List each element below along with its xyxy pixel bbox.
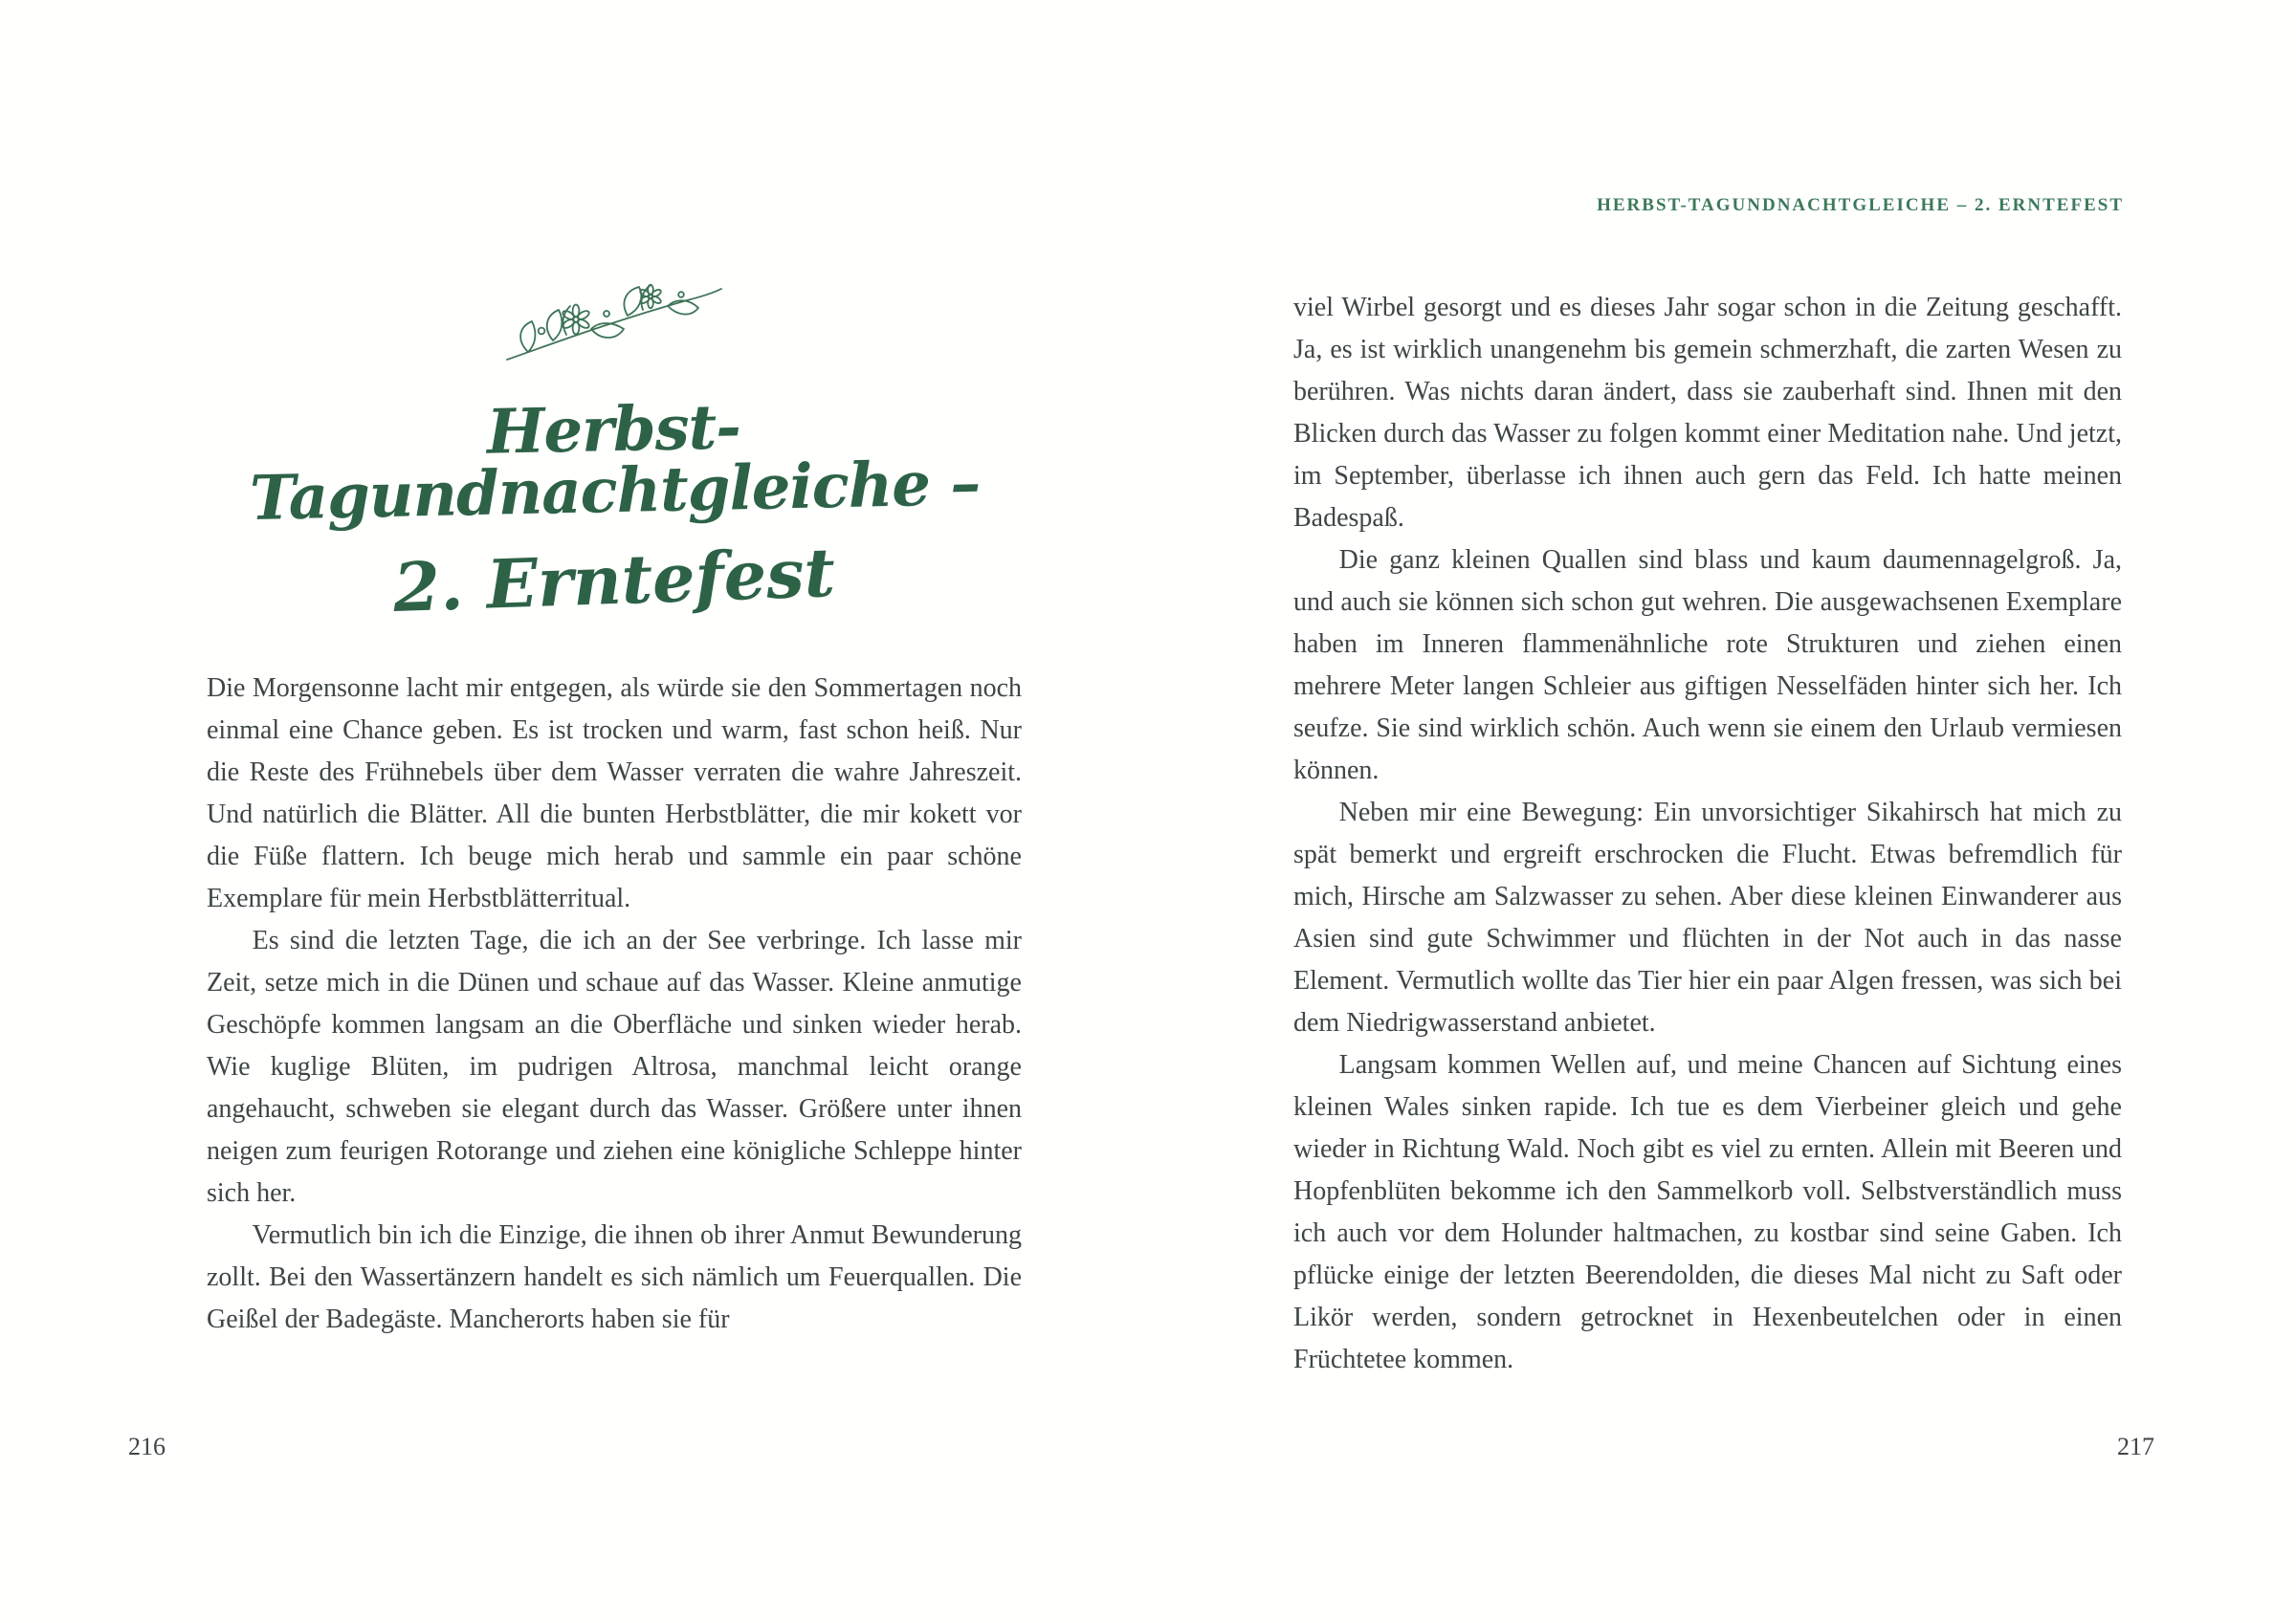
chapter-title [159, 391, 1070, 628]
paragraph: Die ganz kleinen Quallen sind blass und kaum daumennagelgroß. Ja, und auch sie können sich schon gut wehren. Die ausgewachsenen Exemplare haben im Inneren flammenähnliche rote Strukturen und ziehen einen mehrere Meter langen Schleier aus giftigen Nesselfäden hinter sich her. Ich seufze. Sie sind wirklich schön. Auch wenn sie einem den Urlaub vermiesen können. [1293, 545, 2122, 785]
paragraph: Neben mir eine Bewegung: Ein unvorsichtiger Sikahirsch hat mich zu spät bemerkt und ergreift erschrocken die Flucht. Etwas befremdlich für mich, Hirsche am Salzwasser zu sehen. Aber diese kleinen Einwanderer aus Asien sind gute Schwimmer und flüchten in der Not auch in das nasse Element. Vermutlich wollte das Tier hier ein paar Algen fressen, was sich bei dem Niedrigwasserstand anbietet. [1293, 798, 2122, 1038]
chapter-title-line2: 2. Erntefest [391, 532, 837, 628]
paragraph: Langsam kommen Wellen auf, und meine Chancen auf Sichtung eines kleinen Wales sinken rapide. Ich tue es dem Vierbeiner gleich und gehe wieder in Richtung Wald. Noch gibt es viel zu ernten. Allein mit Beeren und Hopfenblüten bekomme ich den Sammelkorb voll. Selbstverständlich muss ich auch vor dem Holunder haltmachen, zu kostbar sind seine Gaben. Ich pflücke einige der letzten Beerendolden, die dieses Mal nicht zu Saft oder Likör werden, sondern getrocknet in Hexenbeutelchen oder in einen Früchtetee kommen. [1293, 1050, 2122, 1374]
page-number-left: 216 [128, 1433, 166, 1460]
running-head: HERBST-TAGUNDNACHTGLEICHE – 2. ERNTEFEST [1597, 195, 2124, 215]
paragraph: viel Wirbel gesorgt und es dieses Jahr sogar schon in die Zeitung geschafft. Ja, es ist wirklich unangenehm bis gemein schmerzhaft, die zarten Wesen zu berühren. Was nichts daran ändert, dass sie zauberhaft sind. Ihnen mit den Blicken durch das Wasser zu folgen kommt einer Meditation nahe. Und jetzt, im September, überlasse ich ihnen auch gern das Feld. Ich hatte meinen Badespaß. [1293, 293, 2122, 533]
paragraph: Es sind die letzten Tage, die ich an der See verbringe. Ich lasse mir Zeit, setze mich in die Dünen und schaue auf das Wasser. Kleine anmutige Geschöpfe kommen langsam an die Oberfläche und sinken wieder herab. Wie kuglige Blüten, im pudrigen Altrosa, manchmal leicht orange angehaucht, schweben sie elegant durch das Wasser. Größere unter ihnen neigen zum feurigen Rotorange und ziehen eine königliche Schleppe hinter sich her. [207, 926, 1022, 1208]
page-number-right: 217 [2117, 1433, 2154, 1460]
botanical-sprig-illustration-icon [499, 275, 729, 371]
paragraph: Vermutlich bin ich die Einzige, die ihnen ob ihrer Anmut Bewunderung zollt. Bei den Wassertänzern handelt es sich nämlich um Feuerquallen. Die Geißel der Badegäste. Mancherorts haben sie für [207, 1220, 1022, 1334]
right-page-text-column [1293, 287, 2122, 1381]
chapter-title-line1: Herbst-Tagundnachtgleiche – [249, 391, 981, 535]
left-page-text-column [207, 668, 1022, 1341]
paragraph: Die Morgensonne lacht mir entgegen, als würde sie den Sommertagen noch einmal eine Chance geben. Es ist trocken und warm, fast schon heiß. Nur die Reste des Frühnebels über dem Wasser verraten die wahre Jahreszeit. Und natürlich die Blätter. All die bunten Herbstblätter, die mir kokett vor die Füße flattern. Ich beuge mich herab und sammle ein paar schöne Exemplare für mein Herbstblätterritual. [207, 673, 1022, 913]
